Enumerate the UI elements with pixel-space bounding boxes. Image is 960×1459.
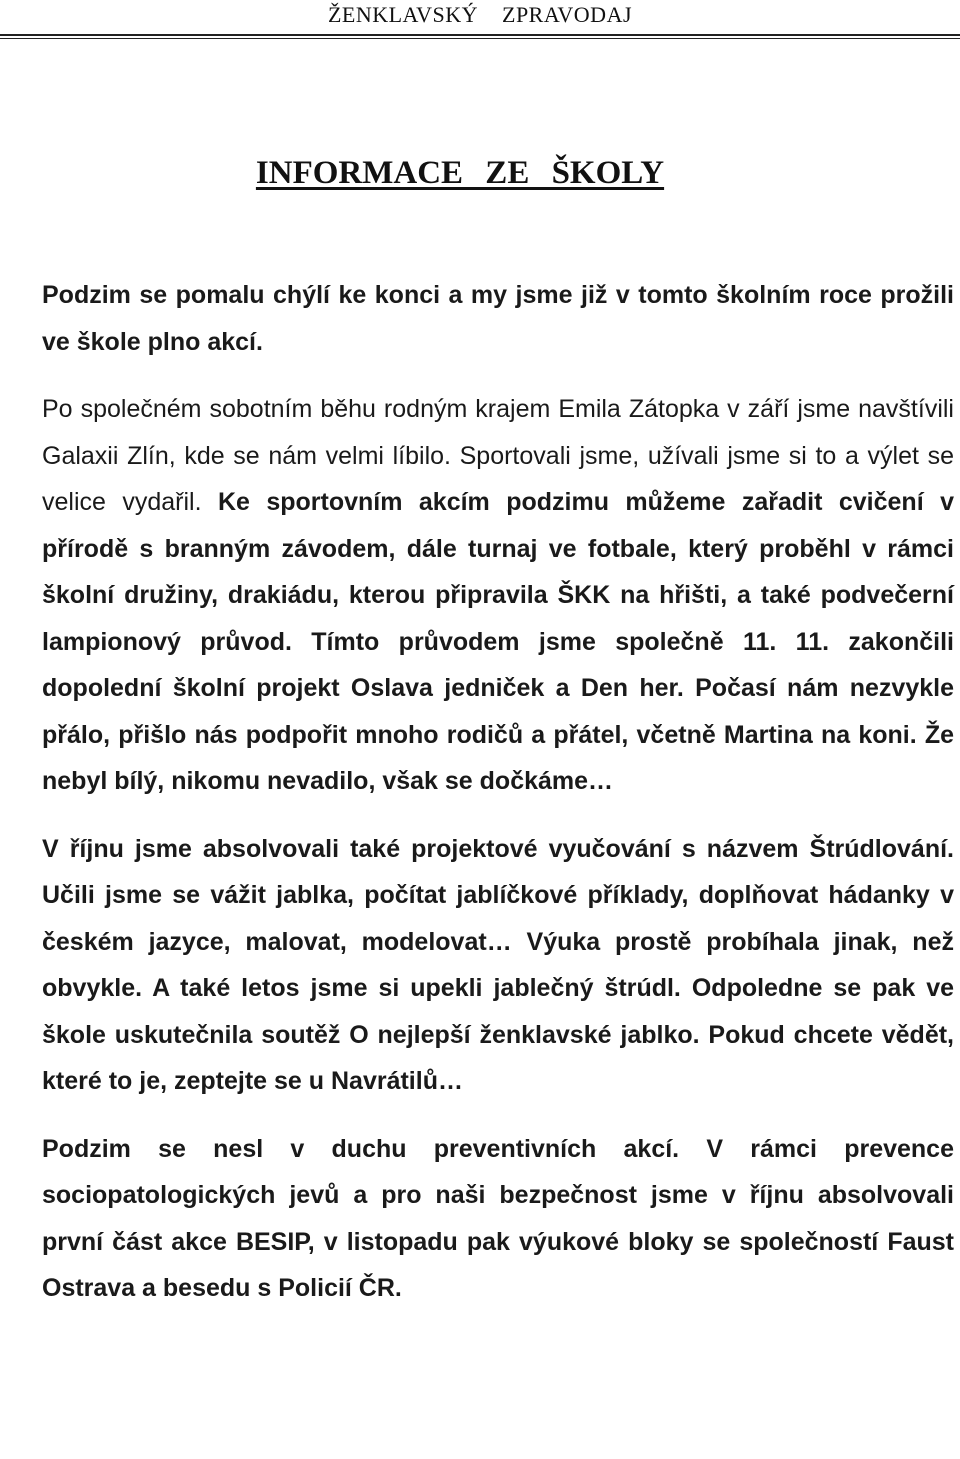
paragraph-events-sports: Ke sportovním akcím podzimu můžeme zařadit cvičení v přírodě s branným závodem, dále turnaj ve fotbale, který proběhl v rámci školní družiny, drakiádu, kterou připravila ŠKK na hřišti, a také podvečerní lampionový průvod. Tímto průvodem jsme společně 11. 11. zakončili dopolední školní projekt Oslava jedniček a Den her. Počasí nám nezvykle přálo, přišlo nás podpořit mnoho rodičů a přátel, včetně Martina na koni. Že nebyl bílý, nikomu nevadilo, však se dočkáme… xyxy=(42,488,954,795)
paragraph-intro: Podzim se pomalu chýlí ke konci a my jsme již v tomto školním roce prožili ve škole plno akcí. xyxy=(42,281,954,356)
article-title: INFORMACE ZE ŠKOLY xyxy=(255,155,665,191)
paragraph-prevention: Podzim se nesl v duchu preventivních akcí. V rámci prevence sociopatologických jevů a pro naši bezpečnost jsme v říjnu absolvovali první část akce BESIP, v listopadu pak výukové bloky se společností Faust Ostrava a besedu s Policií ČR. xyxy=(42,1134,954,1302)
paragraph-events-run: Po společném sobotním běhu rodným krajem Emila Zátopka v září jsme navštívili Galaxii Zlín, kde se nám velmi líbilo. Sportovali jsme, užívali jsme si to a výlet se velice vydařil. xyxy=(42,395,954,516)
paragraph-strudl: V říjnu jsme absolvovali také projektové vyučování s názvem Štrúdlování. Učili jsme se vážit jablka, počítat jablíčkové příklady, doplňovat hádanky v českém jazyce, malovat, modelovat… Výuka prostě probíhala jinak, než obvykle. A také letos jsme si upekli jablečný štrúdl. Odpoledne se pak ve škole uskutečnila soutěž O nejlepší ženklavské jablko. Pokud chcete vědět, které to je, zeptejte se u Navrátilů… xyxy=(42,834,954,1095)
newsletter-header: ŽENKLAVSKÝ ZPRAVODAJ xyxy=(327,2,633,27)
header-rule xyxy=(0,34,960,36)
paragraph-events xyxy=(42,386,954,805)
header-rule-thin xyxy=(0,38,960,39)
article-body xyxy=(42,272,954,1312)
